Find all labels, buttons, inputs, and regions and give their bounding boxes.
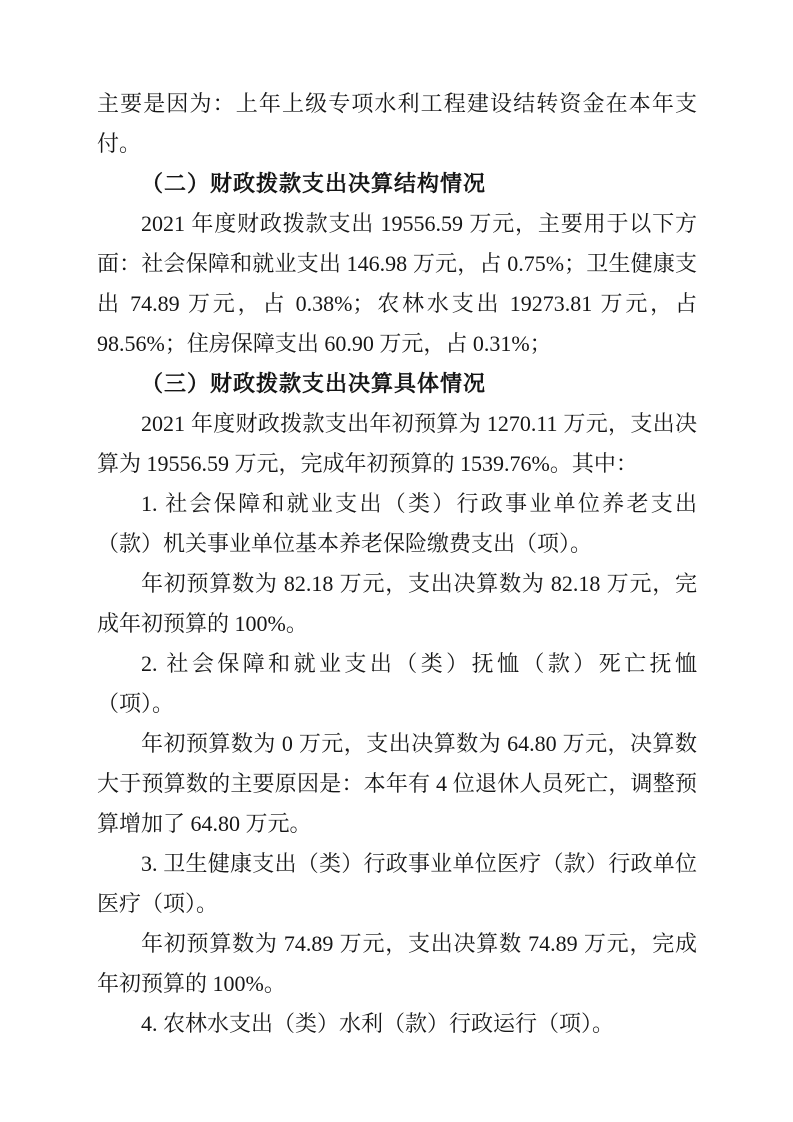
paragraph-item-1-title: 1. 社会保障和就业支出（类）行政事业单位养老支出（款）机关事业单位基本养老保险缴费支出（项）。 <box>97 491 697 556</box>
paragraph-item-3-figures: 年初预算数为 74.89 万元，支出决算数 74.89 万元，完成年初预算的 100%。 <box>97 931 697 996</box>
section-heading-3: （三）财政拨款支出决算具体情况 <box>141 371 487 396</box>
paragraph-item-2-figures: 年初预算数为 0 万元，支出决算数为 64.80 万元，决算数大于预算数的主要原因是：本年有 4 位退休人员死亡，调整预算增加了 64.80 万元。 <box>97 731 697 836</box>
paragraph-continuation: 主要是因为：上年上级专项水利工程建设结转资金在本年支付。 <box>97 91 697 156</box>
paragraph-expenditure-structure: 2021 年度财政拨款支出 19556.59 万元，主要用于以下方面：社会保障和就业支出 146.98 万元，占 0.75%；卫生健康支出 74.89 万元，占 0.38%；农林水支出 19273.81 万元，占 98.56%；住房保障支出 60.90 万元，占 0.31%； <box>97 211 697 356</box>
paragraph-item-3-title: 3. 卫生健康支出（类）行政事业单位医疗（款）行政单位医疗（项）。 <box>97 851 697 916</box>
section-heading-2: （二）财政拨款支出决算结构情况 <box>141 171 487 196</box>
paragraph-item-2-title: 2. 社会保障和就业支出（类）抚恤（款）死亡抚恤（项）。 <box>97 651 697 716</box>
paragraph-item-4-title: 4. 农林水支出（类）水利（款）行政运行（项）。 <box>141 1011 615 1036</box>
document-body <box>97 84 697 1044</box>
paragraph-item-1-figures: 年初预算数为 82.18 万元，支出决算数为 82.18 万元，完成年初预算的 100%。 <box>97 571 697 636</box>
paragraph-budget-vs-final: 2021 年度财政拨款支出年初预算为 1270.11 万元，支出决算为 19556.59 万元，完成年初预算的 1539.76%。其中： <box>97 411 697 476</box>
